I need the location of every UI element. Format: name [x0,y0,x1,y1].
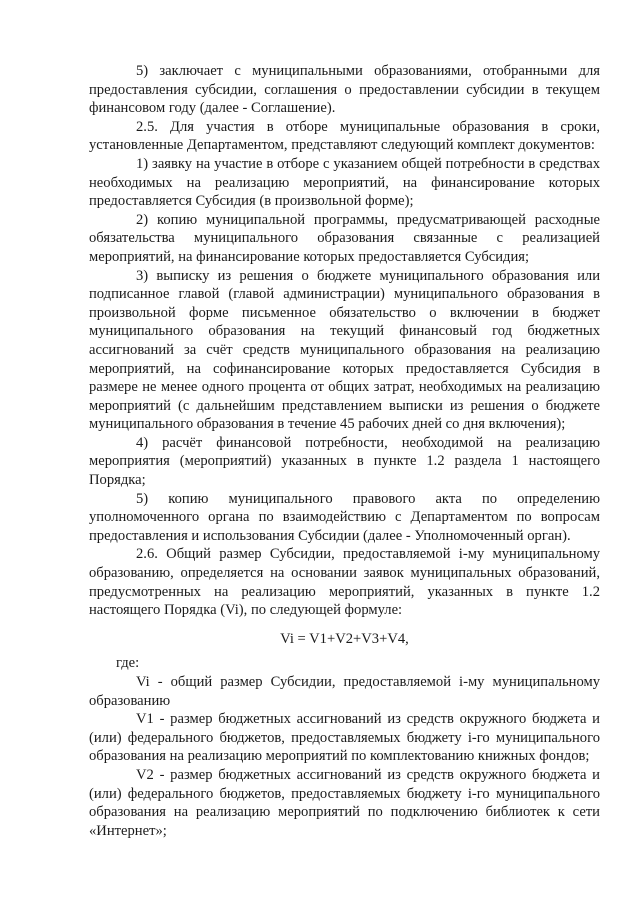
definition-vi: Vi - общий размер Субсидии, предоставляемой i-му муниципальному образованию [89,674,600,709]
list-item-financial-calculation: 4) расчёт финансовой потребности, необходимой на реализацию мероприятия (мероприятий) указанных в пункте 1.2 раздела 1 настоящего Порядка; [89,434,600,489]
list-item-application: 1) заявку на участие в отборе с указанием общей потребности в средствах необходимых на реализацию мероприятий, на финансирование которых предоставляется Субсидия (в произвольной форме); [89,155,600,210]
list-item-program-copy: 2) копию муниципальной программы, предусматривающей расходные обязательства муниципального образования связанные с реализацией мероприятий, на финансирование которых предоставляется Субсидия; [89,211,600,265]
paragraph-2-6: 2.6. Общий размер Субсидии, предоставляемой i-му муниципальному образованию, определяется на основании заявок муниципальных образований, предусмотренных на реализацию мероприятий, указанных в пункте 1.2 настоящего Порядка (Vi), по следующей формуле: [89,546,600,619]
definition-v2: V2 - размер бюджетных ассигнований из средств окружного бюджета и (или) федерального бюджетов, предоставляемых бюджету i-го муниципального образования на реализацию мероприятий по подключению библиотек к сети «Интернет»; [89,766,600,839]
list-item-legal-act-copy: 5) копию муниципального правового акта по определению уполномоченного органа по взаимодействию с Департаментом по вопросам предоставления и использования Субсидии (далее - Уполномоченный орган). [89,490,600,544]
document-page [89,62,600,840]
where-label: где: [116,655,140,672]
paragraph-agreement: 5) заключает с муниципальными образованиями, отобранными для предоставления субсидии, соглашения о предоставлении субсидии в текущем финансовом году (далее - Соглашение). [89,63,600,117]
definition-v1: V1 - размер бюджетных ассигнований из средств окружного бюджета и (или) федерального бюджетов, предоставляемых бюджету i-го муниципального образования на реализацию мероприятий по комплектованию книжных фондов; [89,711,600,765]
list-item-budget-extract: 3) выписку из решения о бюджете муниципального образования или подписанное главой (главой администрации) муниципального образования в произвольной форме письменное обязательство о включении в бюджет муниципального образования на текущий финансовый год бюджетных ассигнований за счёт средств муниципального образования на реализацию мероприятий, на софинансирование которых предоставляется Субсидия в размере не менее одного процента от общих затрат, необходимых на реализацию мероприятий (с дальнейшим представлением выписки из решения о бюджете муниципального образования в течение 45 рабочих дней со дня включения); [89,267,600,433]
subsidy-formula: Vi = V1+V2+V3+V4, [280,630,409,647]
paragraph-2-5: 2.5. Для участия в отборе муниципальные образования в сроки, установленные Департаментом, представляют следующий комплект документов: [89,118,600,154]
